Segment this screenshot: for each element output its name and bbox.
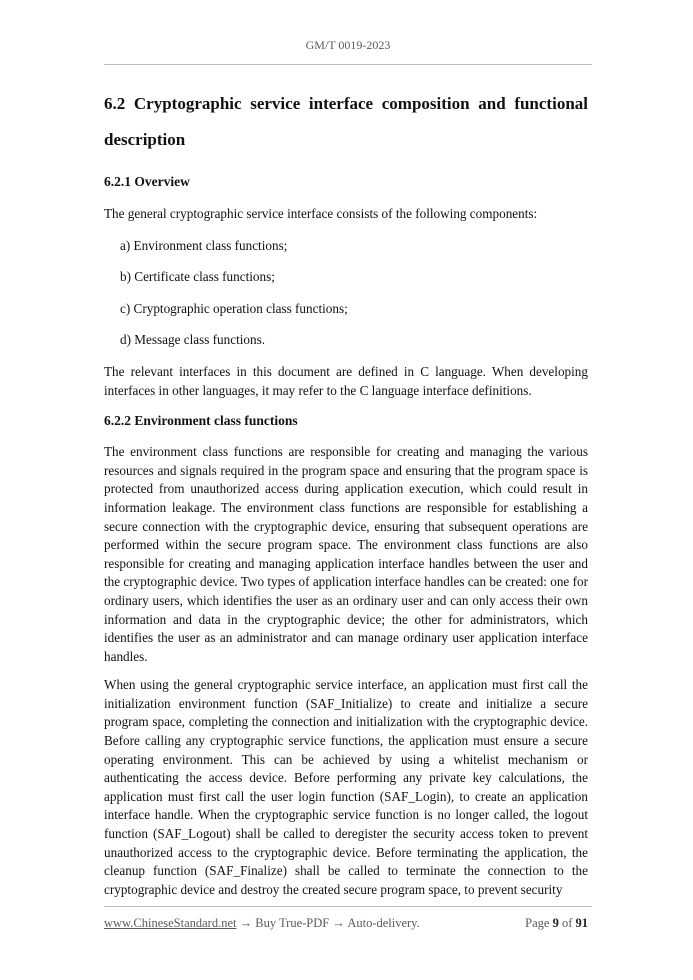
list-item: b) Certificate class functions; <box>120 269 275 285</box>
total-pages: 91 <box>575 916 588 930</box>
of-label: of <box>561 916 573 930</box>
running-header: GM/T 0019-2023 <box>305 38 391 52</box>
component-list <box>104 237 588 350</box>
page-content <box>104 86 588 899</box>
language-note: The relevant interfaces in this document are defined in C language. When developing interfaces in other languages, it may refer to the C language interface definitions. <box>104 363 588 398</box>
page-indicator <box>525 916 588 931</box>
list-item: d) Message class functions. <box>120 332 266 348</box>
page-number: 9 <box>552 916 559 930</box>
buy-pdf-link[interactable]: Buy True-PDF <box>255 916 330 930</box>
auto-delivery-text: Auto-delivery. <box>347 916 420 930</box>
environment-paragraph-2: When using the general cryptographic service interface, an application must first call the initialization environment function (SAF_Initialize) to create and initialize a secure program space, completing the connection and initialization with the cryptographic device. Before calling any cryptographic service functions, the application must ensure a secure operating environment. This can be achieved by using a whitelist mechanism or authenticating the access device. Before performing any private key calculations, the application must first call the user login function (SAF_Login), to create an application interface handle. When the cryptographic service function is no longer called, the logout function (SAF_Logout) shall be called to deregister the security access token to prevent unauthorized access to the cryptographic device. Before terminating the application, the cleanup function (SAF_Finalize) shall be called to terminate the connection to the cryptographic device and destroy the created secure program space, to prevent security <box>104 677 588 897</box>
overview-heading: 6.2.1 Overview <box>104 174 190 189</box>
page-label: Page <box>525 916 550 930</box>
list-item: a) Environment class functions; <box>120 237 288 253</box>
environment-paragraph-1: The environment class functions are responsible for creating and managing the various resources and signals required in the program space and ensuring that the program space is protected from unauthorized access during application execution, which could result in information leakage. The environment class functions are responsible for establishing a secure connection with the cryptographic device, ensuring that subsequent operations are performed within the secure program space. The environment class functions are also responsible for creating and managing application interface handles between the user and the cryptographic device. Two types of application interface handles can be created: one for ordinary users, which identifies the user as an ordinary user and can only access their own information and data in the cryptographic device; the other for administrators, which identifies the user as an administrator and can manage ordinary user application interface handles. <box>104 444 588 664</box>
site-link[interactable]: www.ChineseStandard.net <box>104 916 237 930</box>
environment-heading: 6.2.2 Environment class functions <box>104 413 298 429</box>
arrow-right-icon: → <box>239 916 253 930</box>
list-item: c) Cryptographic operation class functions; <box>120 300 348 316</box>
footer-links <box>104 916 420 931</box>
arrow-right-icon: → <box>332 916 345 930</box>
overview-intro: The general cryptographic service interface consists of the following components: <box>104 206 538 221</box>
footer-divider <box>104 906 592 907</box>
header-divider <box>104 64 592 65</box>
section-title: 6.2 Cryptographic service interface composition and functional description <box>104 94 588 149</box>
